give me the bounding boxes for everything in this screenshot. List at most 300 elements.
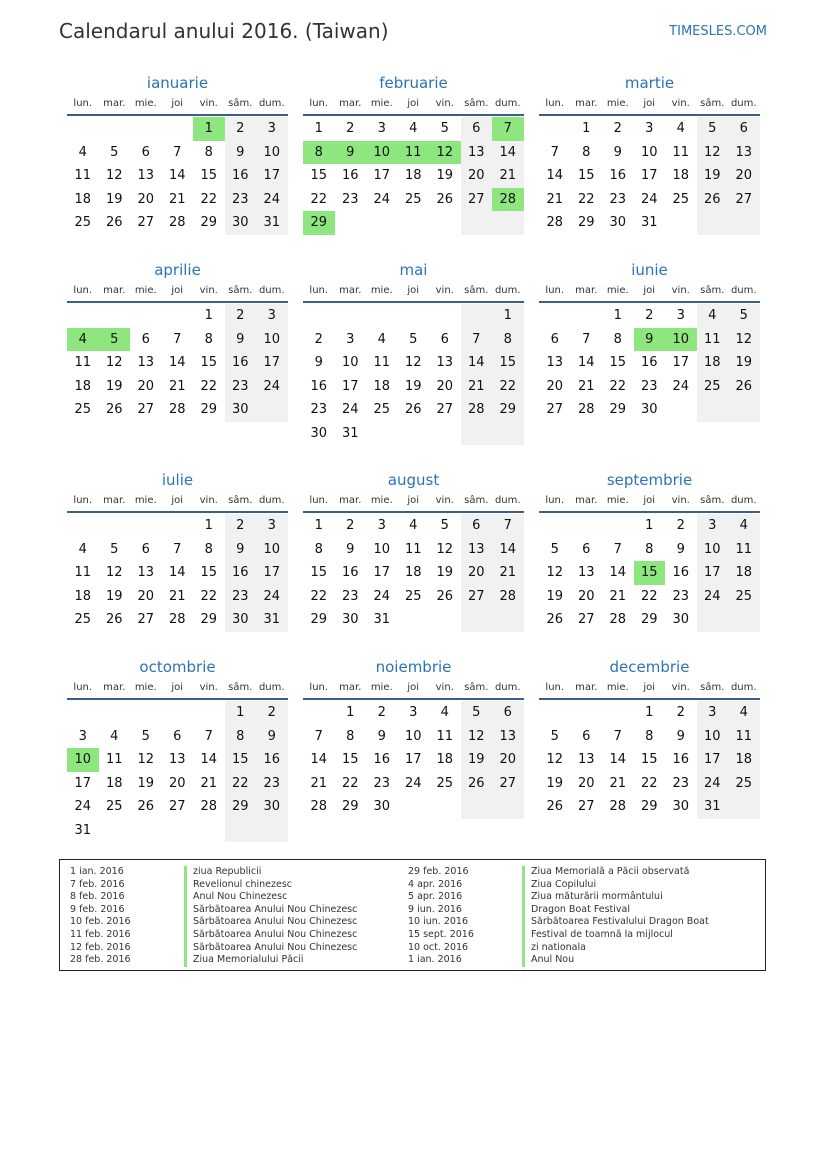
day-cell: 13 [137, 565, 155, 580]
day-cell: 5 [110, 541, 119, 557]
day-cell: 19 [105, 191, 123, 207]
empty-cell [429, 608, 461, 632]
legend-date: 15 sept. 2016 [408, 928, 474, 940]
day-cell: 13 [492, 725, 524, 749]
empty-cell [461, 422, 493, 446]
day-cell: 10 [67, 748, 99, 772]
empty-cell [492, 608, 524, 632]
weekday-label: mie. [370, 682, 393, 693]
day-cell: 14 [492, 538, 524, 562]
day-cell: 25 [436, 775, 454, 791]
legend-holiday-name: Anul Nou [522, 954, 709, 967]
day-cell: 5 [697, 117, 729, 141]
legend-holiday-name: Sărbătoarea Anului Nou Chinezesc [184, 916, 357, 929]
day-cell: 10 [697, 725, 729, 749]
day-cell: 7 [461, 328, 493, 352]
day-cell: 1 [204, 308, 213, 323]
day-cell: 22 [310, 191, 328, 207]
day-cell: 10 [341, 355, 359, 370]
empty-cell [398, 211, 430, 235]
day-cell: 23 [373, 775, 391, 791]
weekday-label: mar. [103, 682, 126, 693]
day-cell: 2 [676, 705, 685, 720]
day-cell: 26 [728, 375, 760, 399]
day-cell: 17 [373, 565, 391, 580]
weekday-header [67, 281, 288, 303]
empty-cell [602, 514, 634, 538]
legend-date: 9 feb. 2016 [70, 903, 125, 915]
weekday-label: mar. [339, 285, 362, 296]
weekday-label: lun. [309, 285, 329, 296]
day-cell: 26 [105, 402, 123, 417]
day-cell: 25 [404, 588, 422, 604]
day-cell: 27 [137, 215, 155, 230]
empty-cell [398, 422, 430, 446]
day-cell: 4 [728, 701, 760, 725]
day-cell: 3 [645, 121, 654, 136]
day-cell: 13 [436, 355, 454, 370]
day-cell: 11 [697, 328, 729, 352]
day-cell: 4 [377, 331, 386, 347]
day-cell: 24 [404, 775, 422, 791]
day-cell: 1 [314, 518, 323, 533]
weekday-label: mar. [103, 495, 126, 506]
day-cell: 12 [105, 355, 123, 370]
day-cell: 17 [640, 168, 658, 183]
day-cell: 3 [256, 117, 288, 141]
day-cell: 1 [492, 304, 524, 328]
day-cell: 6 [461, 514, 493, 538]
weekday-label: joi [171, 682, 184, 693]
weekday-label: mie. [606, 682, 629, 693]
legend-holiday-name: Sărbătoarea Anului Nou Chinezesc [184, 904, 357, 917]
day-cell: 13 [137, 168, 155, 183]
empty-cell [303, 701, 335, 725]
day-cell: 24 [373, 588, 391, 604]
day-cell: 22 [341, 775, 359, 791]
legend-holiday-name: Sărbătoarea Festivalului Dragon Boat [522, 916, 709, 929]
day-cell: 23 [225, 375, 257, 399]
month-aprilie [67, 259, 288, 422]
day-cell: 26 [436, 191, 454, 207]
day-cell: 4 [78, 541, 87, 557]
day-cell: 10 [366, 141, 398, 165]
day-cell: 4 [110, 728, 119, 744]
weekday-label: joi [643, 98, 656, 109]
month-name: decembrie [609, 658, 690, 676]
day-cell: 9 [335, 141, 367, 165]
weekday-label: dum. [730, 98, 757, 109]
weekday-label: mar. [575, 682, 598, 693]
day-cell: 25 [373, 402, 391, 417]
day-cell: 13 [577, 565, 595, 580]
legend-dates-col-1 [70, 866, 131, 967]
day-cell: 16 [225, 561, 257, 585]
weekday-label: dum. [258, 682, 285, 693]
day-cell: 15 [577, 168, 595, 183]
month-name: ianuarie [146, 74, 209, 92]
day-cell: 7 [173, 541, 182, 557]
weekday-label: vin. [199, 682, 218, 693]
weekday-label: lun. [73, 495, 93, 506]
weekday-label: sâm. [464, 495, 489, 506]
day-cell: 7 [582, 331, 591, 347]
day-cell: 27 [168, 799, 186, 814]
weekday-label: vin. [199, 285, 218, 296]
day-cell: 25 [74, 612, 92, 627]
day-cell: 24 [640, 191, 658, 207]
day-cell: 5 [99, 328, 131, 352]
day-cell: 8 [204, 331, 213, 347]
empty-cell [728, 795, 760, 819]
day-cell: 16 [609, 168, 627, 183]
day-cell: 5 [110, 144, 119, 160]
weekday-label: sâm. [228, 682, 253, 693]
weekday-label: mie. [606, 98, 629, 109]
day-cell: 15 [609, 355, 627, 370]
day-cell: 22 [200, 378, 218, 394]
day-cell: 14 [609, 565, 627, 580]
legend-date: 4 apr. 2016 [408, 878, 463, 890]
day-cell: 8 [613, 331, 622, 347]
month-name: august [387, 471, 440, 489]
day-cell: 25 [74, 215, 92, 230]
day-cell: 22 [200, 191, 218, 207]
day-cell: 1 [204, 518, 213, 533]
day-cell: 8 [303, 141, 335, 165]
day-cell: 9 [346, 541, 355, 557]
empty-cell [162, 304, 194, 328]
day-cell: 19 [105, 378, 123, 394]
weekday-label: mie. [134, 285, 157, 296]
day-cell: 4 [409, 121, 418, 136]
weekday-label: sâm. [700, 682, 725, 693]
weekday-label: mie. [606, 285, 629, 296]
day-cell: 12 [105, 565, 123, 580]
day-cell: 17 [256, 351, 288, 375]
day-cell: 1 [645, 518, 654, 533]
day-cell: 6 [141, 331, 150, 347]
day-cell: 14 [168, 565, 186, 580]
day-cell: 2 [346, 518, 355, 533]
weekday-label: joi [171, 98, 184, 109]
page-title: Calendarul anului 2016. (Taiwan) [59, 19, 389, 43]
day-cell: 30 [225, 211, 257, 235]
day-cell: 13 [137, 355, 155, 370]
day-cell: 9 [256, 725, 288, 749]
day-cell: 18 [373, 378, 391, 394]
site-link[interactable]: TIMESLES.COM [669, 24, 767, 39]
legend-date: 11 feb. 2016 [70, 928, 131, 940]
day-cell: 19 [697, 164, 729, 188]
day-cell: 24 [373, 191, 391, 207]
day-cell: 11 [105, 752, 123, 767]
month-ianuarie [67, 72, 288, 235]
empty-cell [193, 819, 225, 843]
day-cell: 7 [613, 541, 622, 557]
day-cell: 16 [310, 378, 328, 394]
weekday-label: dum. [258, 98, 285, 109]
empty-cell [429, 795, 461, 819]
day-cell: 26 [697, 188, 729, 212]
day-cell: 21 [546, 191, 564, 207]
day-cell: 19 [728, 351, 760, 375]
day-cell: 16 [225, 351, 257, 375]
weekday-label: mar. [575, 495, 598, 506]
empty-cell [67, 701, 99, 725]
day-grid [303, 116, 524, 235]
day-cell: 19 [546, 588, 564, 604]
day-cell: 20 [461, 561, 493, 585]
month-name: septembrie [606, 471, 693, 489]
day-cell: 20 [168, 775, 186, 791]
day-cell: 10 [256, 328, 288, 352]
day-cell: 11 [74, 565, 92, 580]
day-cell: 28 [492, 585, 524, 609]
weekday-header [539, 678, 760, 700]
day-cell: 8 [314, 541, 323, 557]
day-cell: 13 [728, 141, 760, 165]
weekday-label: lun. [309, 495, 329, 506]
weekday-label: joi [643, 285, 656, 296]
legend-holiday-name: zi nationala [522, 942, 709, 955]
day-cell: 12 [546, 565, 564, 580]
day-cell: 23 [225, 188, 257, 212]
weekday-label: vin. [671, 495, 690, 506]
day-cell: 17 [697, 748, 729, 772]
day-cell: 28 [200, 799, 218, 814]
day-cell: 8 [204, 144, 213, 160]
day-cell: 17 [404, 752, 422, 767]
weekday-label: sâm. [464, 682, 489, 693]
day-grid [539, 303, 760, 422]
day-cell: 28 [609, 799, 627, 814]
day-cell: 2 [346, 121, 355, 136]
day-grid [67, 116, 288, 235]
day-cell: 3 [256, 304, 288, 328]
day-cell: 21 [168, 588, 186, 604]
day-cell: 29 [303, 211, 335, 235]
day-cell: 27 [137, 402, 155, 417]
weekday-label: joi [407, 495, 420, 506]
day-cell: 10 [640, 144, 658, 160]
day-cell: 13 [577, 752, 595, 767]
day-cell: 19 [546, 775, 564, 791]
weekday-label: sâm. [228, 285, 253, 296]
day-cell: 22 [640, 775, 658, 791]
day-cell: 16 [225, 164, 257, 188]
day-cell: 16 [672, 752, 690, 767]
legend-names-col-2 [522, 866, 709, 967]
weekday-label: mie. [134, 98, 157, 109]
day-grid [67, 700, 288, 842]
weekday-label: mar. [103, 285, 126, 296]
day-cell: 24 [74, 799, 92, 814]
legend-date: 7 feb. 2016 [70, 878, 125, 890]
day-cell: 29 [225, 795, 257, 819]
legend-date: 29 feb. 2016 [408, 866, 469, 877]
day-cell: 21 [310, 775, 328, 791]
day-cell: 23 [672, 588, 690, 604]
day-cell: 16 [640, 355, 658, 370]
day-cell: 12 [429, 141, 461, 165]
weekday-label: dum. [494, 495, 521, 506]
day-cell: 19 [404, 378, 422, 394]
day-cell: 27 [461, 585, 493, 609]
day-cell: 15 [341, 752, 359, 767]
day-cell: 15 [640, 752, 658, 767]
day-cell: 29 [577, 215, 595, 230]
day-cell: 15 [200, 355, 218, 370]
weekday-header [303, 678, 524, 700]
empty-cell [571, 514, 603, 538]
day-cell: 31 [256, 211, 288, 235]
day-cell: 6 [728, 117, 760, 141]
day-cell: 12 [697, 141, 729, 165]
month-august [303, 469, 524, 632]
legend-holiday-name: Ziua Copilului [522, 879, 709, 892]
weekday-label: sâm. [228, 495, 253, 506]
legend-date: 12 feb. 2016 [70, 941, 131, 953]
day-cell: 29 [609, 402, 627, 417]
day-cell: 6 [141, 144, 150, 160]
day-cell: 23 [310, 402, 328, 417]
month-name: martie [624, 74, 675, 92]
day-cell: 29 [200, 612, 218, 627]
day-cell: 12 [137, 752, 155, 767]
empty-cell [99, 819, 131, 843]
weekday-label: sâm. [464, 285, 489, 296]
day-cell: 31 [74, 822, 92, 838]
month-name: noiembrie [375, 658, 452, 676]
empty-cell [398, 304, 430, 328]
day-cell: 17 [74, 775, 92, 791]
day-cell: 12 [105, 168, 123, 183]
day-cell: 3 [377, 121, 386, 136]
day-cell: 3 [377, 518, 386, 533]
month-name: iulie [161, 471, 194, 489]
day-cell: 17 [341, 378, 359, 394]
day-cell: 3 [697, 514, 729, 538]
day-cell: 7 [173, 331, 182, 347]
day-cell: 1 [613, 308, 622, 323]
weekday-label: mie. [134, 682, 157, 693]
day-cell: 2 [225, 304, 257, 328]
day-cell: 16 [341, 565, 359, 580]
empty-cell [162, 701, 194, 725]
day-cell: 28 [310, 799, 328, 814]
weekday-label: lun. [545, 682, 565, 693]
weekday-label: sâm. [700, 495, 725, 506]
day-cell: 17 [697, 561, 729, 585]
day-cell: 10 [697, 538, 729, 562]
day-cell: 11 [398, 141, 430, 165]
day-cell: 25 [105, 799, 123, 814]
day-cell: 30 [341, 612, 359, 627]
legend-date: 28 feb. 2016 [70, 954, 131, 966]
day-cell: 27 [461, 188, 493, 212]
day-cell: 31 [256, 608, 288, 632]
empty-cell [303, 304, 335, 328]
day-cell: 15 [310, 565, 328, 580]
empty-cell [162, 117, 194, 141]
legend-date: 1 ian. 2016 [70, 866, 124, 877]
weekday-label: joi [407, 285, 420, 296]
month-martie [539, 72, 760, 235]
day-cell: 18 [74, 378, 92, 394]
legend-holiday-name: Festival de toamnă la mijlocul [522, 929, 709, 942]
empty-cell [539, 117, 571, 141]
day-cell: 8 [492, 328, 524, 352]
day-cell: 14 [200, 752, 218, 767]
month-iulie [67, 469, 288, 632]
weekday-header [303, 491, 524, 513]
weekday-label: joi [643, 495, 656, 506]
day-grid [539, 513, 760, 632]
day-cell: 26 [546, 799, 564, 814]
month-name: mai [399, 261, 428, 279]
weekday-label: mar. [339, 98, 362, 109]
day-cell: 5 [440, 518, 449, 533]
day-cell: 25 [404, 191, 422, 207]
day-cell: 13 [461, 141, 493, 165]
day-cell: 18 [728, 748, 760, 772]
empty-cell [99, 304, 131, 328]
month-mai [303, 259, 524, 445]
day-cell: 20 [577, 588, 595, 604]
day-cell: 26 [105, 612, 123, 627]
day-cell: 11 [728, 538, 760, 562]
day-cell: 14 [168, 355, 186, 370]
day-cell: 2 [645, 308, 654, 323]
empty-cell [193, 701, 225, 725]
weekday-label: lun. [309, 682, 329, 693]
empty-cell [366, 211, 398, 235]
day-cell: 20 [436, 378, 454, 394]
day-cell: 28 [546, 215, 564, 230]
month-iunie [539, 259, 760, 422]
day-cell: 24 [256, 188, 288, 212]
day-cell: 3 [346, 331, 355, 347]
day-cell: 31 [697, 795, 729, 819]
day-cell: 19 [137, 775, 155, 791]
day-cell: 16 [373, 752, 391, 767]
day-cell: 8 [645, 541, 654, 557]
day-cell: 28 [168, 215, 186, 230]
empty-cell [697, 211, 729, 235]
weekday-label: mar. [339, 495, 362, 506]
day-cell: 6 [440, 331, 449, 347]
day-cell: 21 [168, 378, 186, 394]
day-cell: 4 [440, 705, 449, 720]
weekday-label: mar. [575, 98, 598, 109]
day-cell: 23 [225, 585, 257, 609]
empty-cell [225, 819, 257, 843]
weekday-label: joi [407, 682, 420, 693]
day-cell: 14 [492, 141, 524, 165]
day-cell: 9 [676, 541, 685, 557]
weekday-label: lun. [309, 98, 329, 109]
weekday-label: vin. [671, 285, 690, 296]
day-cell: 12 [546, 752, 564, 767]
empty-cell [461, 608, 493, 632]
day-cell: 26 [546, 612, 564, 627]
day-cell: 6 [492, 701, 524, 725]
empty-cell [461, 795, 493, 819]
day-cell: 20 [137, 191, 155, 207]
day-cell: 7 [550, 144, 559, 160]
day-cell: 21 [492, 561, 524, 585]
